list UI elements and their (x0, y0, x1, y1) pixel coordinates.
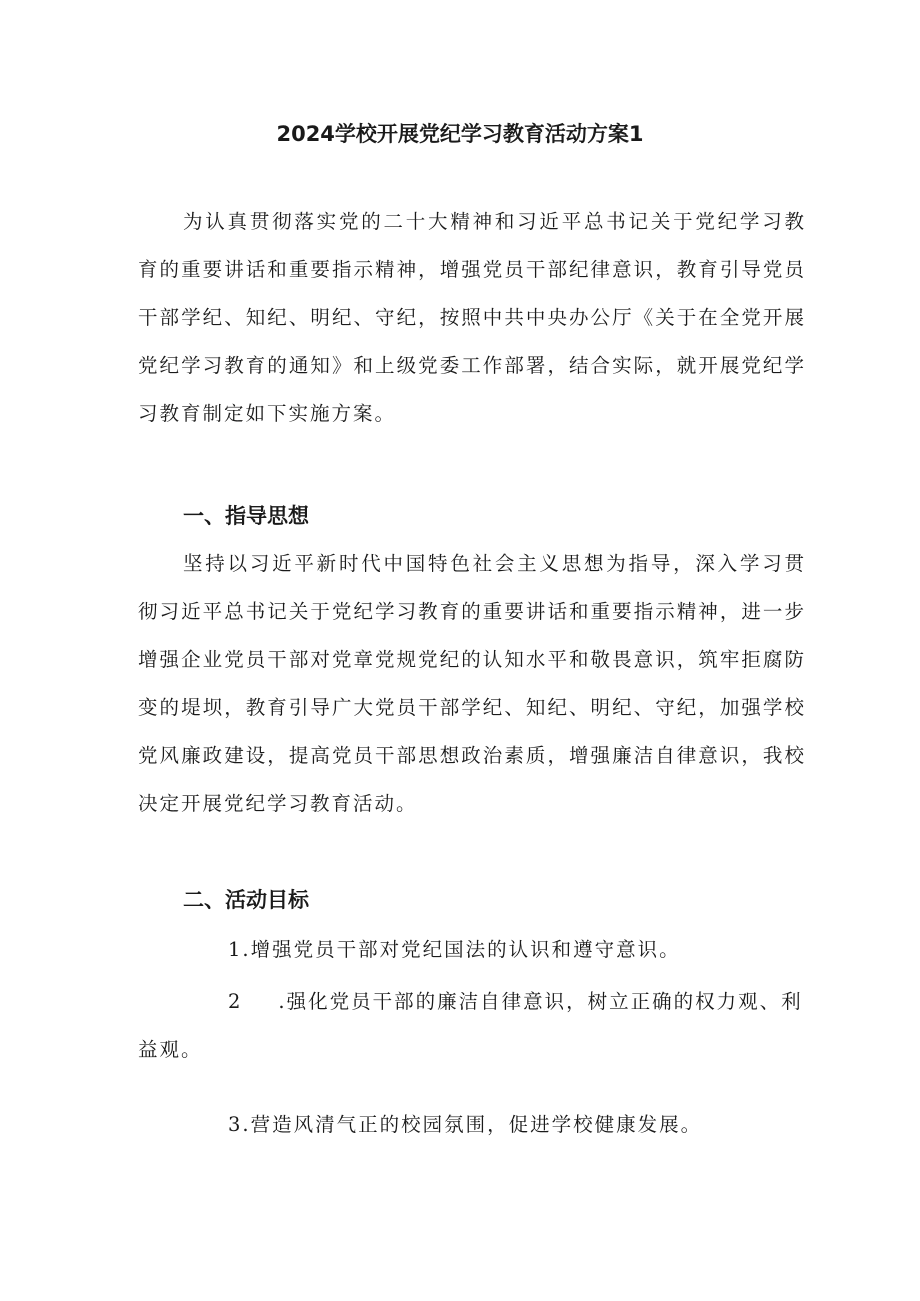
section-heading-activity-goals: 二、活动目标 (183, 888, 309, 912)
goal-item-number: 3 (228, 1113, 243, 1136)
document-title: 2024学校开展党纪学习教育活动方案1 (276, 122, 644, 146)
goal-item-text: .营造风清气正的校园氛围，促进学校健康发展。 (242, 1113, 703, 1136)
goal-item-2 (138, 978, 806, 1074)
goal-item-3 (138, 1101, 806, 1149)
goal-item-1 (138, 926, 806, 974)
goal-item-number: 2 (228, 990, 243, 1013)
intro-paragraph: 为认真贯彻落实党的二十大精神和习近平总书记关于党纪学习教育的重要讲话和重要指示精神，增强党员干部纪律意识，教育引导党员干部学纪、知纪、明纪、守纪，按照中共中央办公厅《关于在全党开展党纪学习教育的通知》和上级党委工作部署，结合实际，就开展党纪学习教育制定如下实施方案。 (138, 210, 806, 425)
goal-item-text: .强化党员干部的廉洁自律意识，树立正确的权力观、利益观。 (138, 990, 803, 1061)
section-heading-guiding-ideology: 一、指导思想 (183, 504, 309, 528)
goal-item-number: 1 (228, 938, 243, 961)
goal-item-text: .增强党员干部对党纪国法的认识和遵守意识。 (242, 938, 681, 961)
section-body-guiding-ideology: 坚持以习近平新时代中国特色社会主义思想为指导，深入学习贯彻习近平总书记关于党纪学习教育的重要讲话和重要指示精神，进一步增强企业党员干部对党章党规党纪的认知水平和敬畏意识，筑牢拒腐防变的堤坝，教育引导广大党员干部学纪、知纪、明纪、守纪，加强学校党风廉政建设，提高党员干部思想政治素质，增强廉洁自律意识，我校决定开展党纪学习教育活动。 (138, 552, 806, 815)
